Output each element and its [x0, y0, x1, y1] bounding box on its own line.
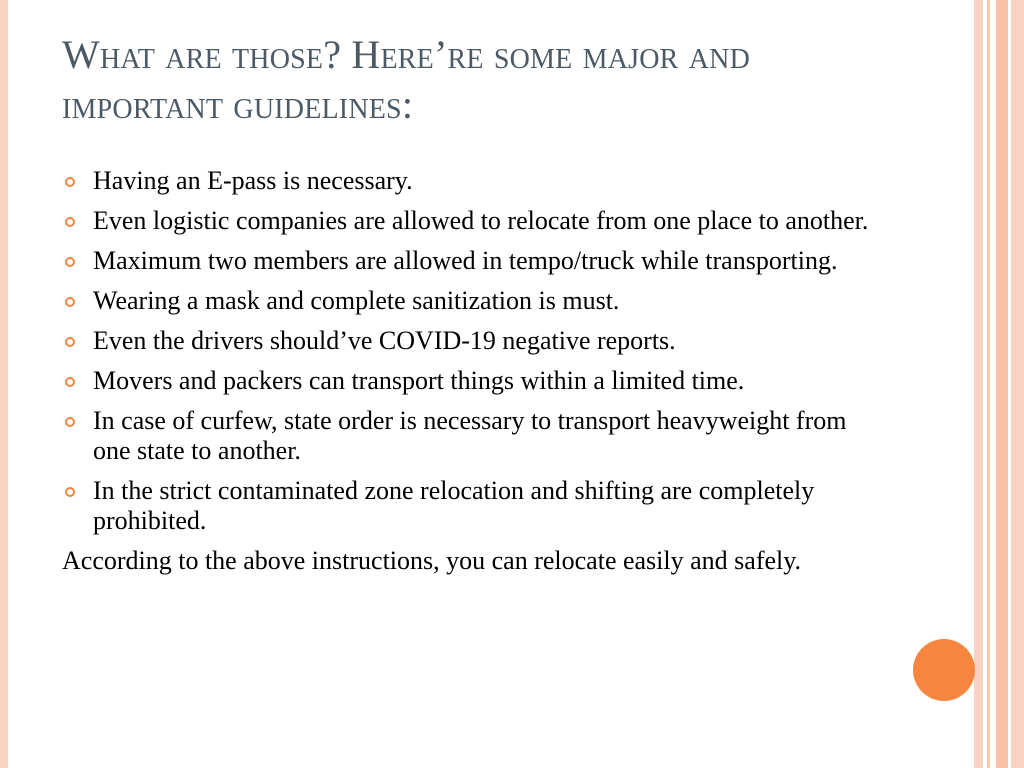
slide-title [62, 30, 922, 130]
bullet-text: Even the drivers should’ve COVID-19 negative reports. [93, 326, 676, 355]
bullet-text: In case of curfew, state order is necessary to transport heavyweight from one state to another. [93, 406, 847, 465]
ring-bullet-icon [62, 246, 93, 276]
list-item [62, 406, 882, 466]
slide-content [62, 166, 882, 602]
orange-circle-decoration [913, 639, 975, 701]
ring-bullet-icon [62, 366, 93, 396]
list-item [62, 206, 882, 236]
bullet-text: Wearing a mask and complete sanitization is must. [93, 286, 620, 315]
ring-bullet-icon [62, 326, 93, 356]
bullet-text: Maximum two members are allowed in tempo/truck while transporting. [93, 246, 838, 275]
list-item [62, 166, 882, 196]
title-line-1: What are those? Here’re some major and [62, 32, 751, 77]
list-item [62, 326, 882, 356]
left-border-decoration [0, 0, 8, 768]
list-item [62, 286, 882, 316]
closing-text: According to the above instructions, you can relocate easily and safely. [62, 546, 802, 575]
bullet-text: Even logistic companies are allowed to relocate from one place to another. [93, 206, 869, 235]
right-stripes-decoration [974, 0, 1024, 768]
ring-bullet-icon [62, 406, 93, 436]
ring-bullet-icon [62, 286, 93, 316]
ring-bullet-icon [62, 476, 93, 506]
bullet-text: In the strict contaminated zone relocation and shifting are completely prohibited. [93, 476, 815, 535]
list-item [62, 366, 882, 396]
bullet-text: Having an E-pass is necessary. [93, 166, 413, 195]
ring-bullet-icon [62, 166, 93, 196]
ring-bullet-icon [62, 206, 93, 236]
bullet-text: Movers and packers can transport things within a limited time. [93, 366, 745, 395]
list-item [62, 476, 882, 536]
guidelines-list [62, 166, 882, 536]
title-line-2: important guidelines: [62, 82, 414, 127]
list-item [62, 246, 882, 276]
